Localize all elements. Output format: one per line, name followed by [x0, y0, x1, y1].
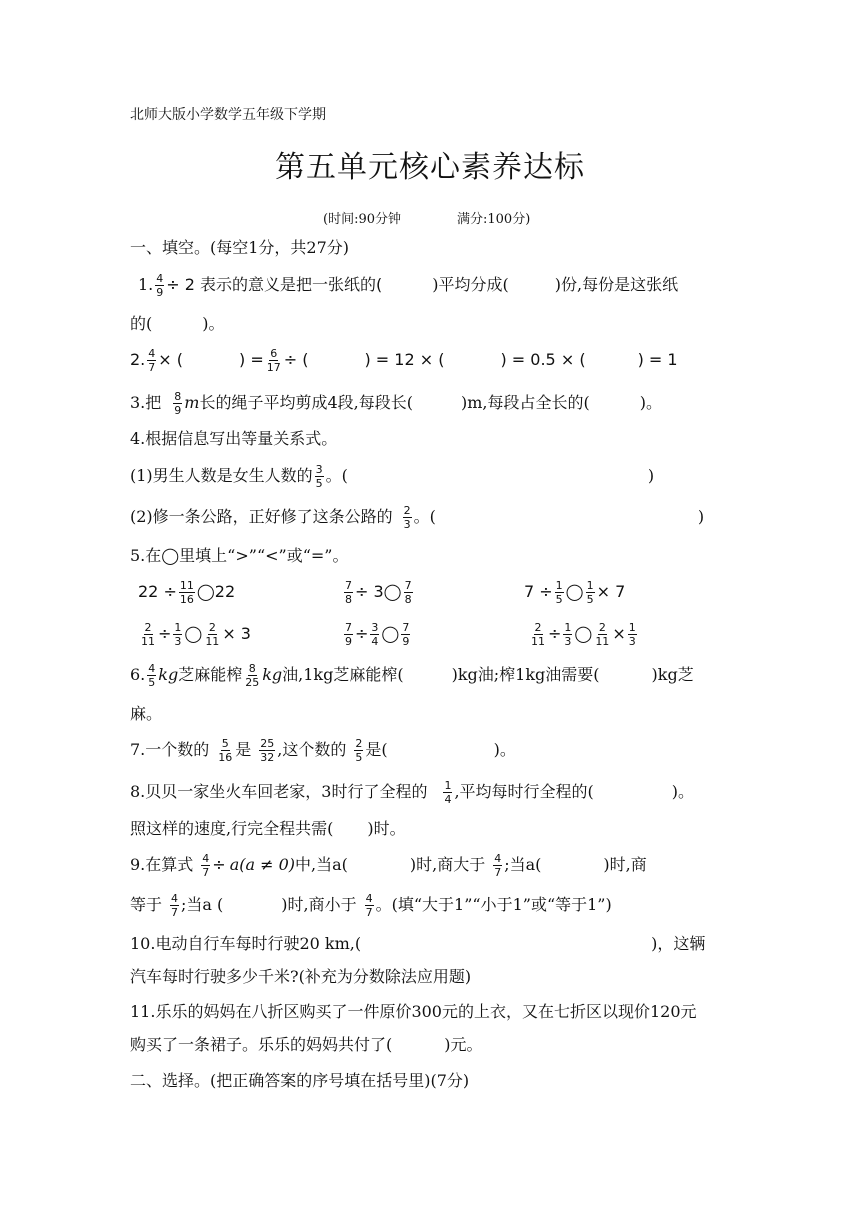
question-8-line-2	[130, 818, 406, 840]
text-fragment: (1)男生人数是女生人数的	[130, 466, 313, 485]
q1-text-2: )平均分成(	[432, 275, 509, 294]
text-fragment: 1	[174, 621, 182, 634]
text-fragment: (2)修一条公路，正好修了这条公路的	[130, 507, 393, 526]
fraction	[266, 348, 282, 373]
text-fragment: 等于	[130, 895, 163, 914]
text-fragment: 11	[205, 635, 220, 648]
text-fragment: )。	[639, 393, 662, 412]
section-1-heading: 一、填空。(每空1分，共27分)	[130, 238, 350, 257]
text-fragment: 照这样的速度,行完全程共需(	[130, 819, 334, 838]
time-limit: (时间:90分钟	[323, 212, 401, 227]
text-fragment: 。(	[325, 466, 348, 485]
text-fragment: 购买了一条裙子。乐乐的妈妈共付了(	[130, 1035, 393, 1054]
text-fragment: 8	[345, 593, 352, 606]
question-10	[130, 933, 705, 955]
text-fragment: ÷	[212, 855, 226, 874]
text-fragment: ◯22	[196, 582, 236, 601]
text-fragment: 4	[444, 793, 452, 806]
text-fragment: ÷	[158, 624, 172, 643]
text-fragment: 17	[266, 361, 281, 374]
text-fragment: 7	[345, 579, 352, 592]
fraction	[530, 622, 546, 647]
text-fragment: m	[184, 393, 200, 412]
text-fragment: 2	[355, 737, 363, 750]
text-fragment: 。(填“大于1”“小于1”或“等于1”)	[375, 895, 612, 914]
text-fragment: 7	[365, 906, 373, 919]
text-fragment: 16	[218, 751, 233, 764]
question-4-1	[130, 464, 654, 489]
compare-r1c1	[138, 580, 235, 605]
text-fragment: 11	[179, 579, 194, 592]
text-fragment: 5	[355, 751, 363, 764]
fraction	[140, 622, 156, 647]
text-fragment: × 3	[222, 624, 251, 643]
text-fragment: 5	[586, 593, 594, 606]
text-fragment: )。	[671, 782, 695, 801]
text-fragment: 4	[365, 892, 373, 905]
compare-r1c3	[524, 580, 625, 605]
text-fragment: ÷	[548, 624, 562, 643]
text-fragment: 7	[494, 866, 502, 879]
text-fragment: 10.电动自行车每时行驶20 km,(	[130, 934, 362, 953]
text-fragment: 2	[208, 621, 216, 634]
question-2	[130, 348, 678, 373]
text-fragment: 2.	[130, 350, 146, 369]
text-fragment: 5	[315, 477, 323, 490]
text-fragment: 1	[564, 621, 572, 634]
text-fragment: )	[647, 466, 655, 485]
fraction	[354, 738, 363, 763]
text-fragment: 4	[171, 892, 179, 905]
text-fragment: 1	[586, 579, 594, 592]
q1-text: ÷ 2 表示的意义是把一张纸的(	[166, 275, 383, 294]
text-fragment: ;当a (	[181, 895, 224, 914]
text-fragment: 7	[404, 579, 412, 592]
question-6-line-2: 麻。	[130, 704, 163, 723]
fraction	[493, 853, 502, 878]
text-fragment: 1	[444, 779, 452, 792]
fraction	[628, 622, 637, 647]
text-fragment: )元。	[444, 1035, 483, 1054]
question-4-2	[130, 505, 704, 530]
question-10-line-2: 汽车每时行驶多少千米?(补充为分数除法应用题)	[130, 967, 472, 986]
text-fragment: 22 ÷	[138, 582, 177, 601]
question-4: 4.根据信息写出等量关系式。	[130, 429, 338, 448]
fraction	[147, 663, 156, 688]
text-fragment: 3	[564, 635, 572, 648]
fraction	[170, 893, 179, 918]
question-1-line-2	[130, 313, 225, 335]
text-fragment: ) =	[239, 350, 264, 369]
text-fragment: 7	[345, 621, 352, 634]
fraction	[155, 273, 164, 298]
fraction	[443, 780, 452, 805]
text-fragment: 1	[628, 621, 636, 634]
fraction	[204, 622, 220, 647]
question-11: 11.乐乐的妈妈在八折区购买了一件原价300元的上衣，又在七折区以现价120元	[130, 1002, 697, 1021]
text-fragment: 中,当a(	[295, 855, 348, 874]
text-fragment: 9	[156, 286, 164, 299]
compare-r2c2	[342, 622, 412, 647]
text-fragment: 长的绳子平均剪成4段,每段长(	[199, 393, 413, 412]
section-2-heading: 二、选择。(把正确答案的序号填在括号里)(7分)	[130, 1071, 470, 1090]
text-fragment: 7	[402, 621, 410, 634]
fraction	[401, 622, 410, 647]
text-fragment: ) = 1	[637, 350, 678, 369]
text-fragment: ×	[612, 624, 626, 643]
text-fragment: ) = 12 × (	[364, 350, 445, 369]
text-fragment: 16	[179, 593, 194, 606]
series-label: 北师大版小学数学五年级下学期	[130, 107, 326, 123]
text-fragment: )时。	[367, 819, 406, 838]
text-fragment: )	[697, 507, 705, 526]
text-fragment: 4	[371, 635, 379, 648]
text-fragment: 是(	[365, 740, 388, 759]
text-fragment: )时,商大于	[409, 855, 486, 874]
text-fragment: 4	[148, 347, 156, 360]
text-fragment: 9	[402, 635, 410, 648]
question-5: 5.在◯里填上“>”“<”或“=”。	[130, 546, 349, 565]
text-fragment: 25	[260, 737, 275, 750]
fraction	[201, 853, 210, 878]
fraction	[365, 893, 374, 918]
fraction	[147, 348, 156, 373]
text-fragment: 11	[141, 635, 155, 648]
text-fragment: 32	[260, 751, 275, 764]
text-fragment: 9	[345, 635, 352, 648]
compare-r2c3	[528, 622, 639, 647]
text-fragment: ◯	[184, 624, 203, 643]
fraction	[244, 663, 260, 688]
text-fragment: 3.把	[130, 393, 162, 412]
text-fragment: 5	[555, 593, 563, 606]
page-title: 第五单元核心素养达标	[275, 150, 585, 185]
text-fragment: 8	[404, 593, 412, 606]
text-fragment: 25	[245, 676, 260, 689]
text-fragment: 6	[270, 347, 278, 360]
fraction	[315, 464, 324, 489]
text-fragment: 2	[144, 621, 152, 634]
text-fragment: kg	[262, 665, 283, 684]
text-fragment: ◯	[381, 624, 400, 643]
text-fragment: 9	[174, 404, 182, 417]
text-fragment: )m,每段占全长的(	[460, 393, 590, 412]
text-fragment: 的(	[130, 314, 153, 333]
text-fragment: 是	[235, 740, 252, 759]
text-fragment: 4	[156, 272, 164, 285]
q1-number: 1.	[138, 275, 154, 294]
text-fragment: 1	[555, 579, 563, 592]
q1-text-3: )份,每份是这张纸	[554, 275, 679, 294]
text-fragment: )kg油;榨1kg油需要(	[451, 665, 600, 684]
fraction	[563, 622, 572, 647]
text-fragment: 3	[403, 518, 411, 531]
text-fragment: )。	[493, 740, 516, 759]
fraction	[217, 738, 233, 763]
fraction	[555, 580, 564, 605]
text-fragment: 3	[174, 635, 182, 648]
fraction	[370, 622, 379, 647]
text-fragment: a(a ≠ 0)	[229, 855, 296, 874]
text-fragment: ) = 0.5 × (	[500, 350, 586, 369]
text-fragment: kg	[158, 665, 179, 684]
text-fragment: 8.贝贝一家坐火车回老家，3时行了全程的	[130, 782, 428, 801]
text-fragment: 7.一个数的	[130, 740, 210, 759]
text-fragment: ◯	[565, 582, 584, 601]
text-fragment: 芝麻能榨	[178, 665, 243, 684]
fraction	[173, 622, 182, 647]
text-fragment: 油,1kg芝麻能榨(	[282, 665, 404, 684]
compare-r2c1	[138, 622, 251, 647]
question-3	[130, 391, 662, 416]
question-9	[130, 853, 647, 878]
text-fragment: ◯	[574, 624, 593, 643]
text-fragment: )kg芝	[651, 665, 694, 684]
text-fragment: 11	[595, 635, 610, 648]
text-fragment: ÷ 3◯	[355, 582, 402, 601]
text-fragment: × 7	[596, 582, 626, 601]
fraction	[344, 580, 353, 605]
text-fragment: 2	[403, 504, 411, 517]
text-fragment: 2	[534, 621, 542, 634]
text-fragment: 9.在算式	[130, 855, 194, 874]
text-fragment: 4	[494, 852, 502, 865]
text-fragment: 8	[248, 662, 256, 675]
text-fragment: 2	[598, 621, 606, 634]
text-fragment: 11	[531, 635, 545, 648]
text-fragment: )，这辆	[651, 934, 706, 953]
question-8	[130, 780, 694, 805]
text-fragment: ÷ (	[283, 350, 309, 369]
fraction	[344, 622, 353, 647]
text-fragment: 4	[148, 662, 156, 675]
text-fragment: 。(	[413, 507, 436, 526]
text-fragment: 7	[202, 866, 210, 879]
question-6	[130, 663, 694, 688]
text-fragment: 6.	[130, 665, 146, 684]
fraction	[404, 580, 413, 605]
text-fragment: 7	[171, 906, 179, 919]
text-fragment: 4	[202, 852, 210, 865]
text-fragment: 3	[628, 635, 636, 648]
text-fragment: 5	[148, 676, 156, 689]
text-fragment: ,平均每时行全程的(	[454, 782, 594, 801]
fraction	[586, 580, 595, 605]
fraction	[173, 391, 182, 416]
text-fragment: 8	[174, 390, 182, 403]
question-9-line-2	[130, 893, 612, 918]
fraction	[403, 505, 412, 530]
text-fragment: ÷	[355, 624, 369, 643]
question-11-line-2	[130, 1034, 483, 1056]
compare-r1c2	[342, 580, 415, 605]
text-fragment: 7 ÷	[524, 582, 553, 601]
text-fragment: × (	[158, 350, 183, 369]
full-score: 满分:100分)	[457, 212, 531, 227]
text-fragment: 3	[371, 621, 379, 634]
text-fragment: 5	[221, 737, 229, 750]
text-fragment: ,这个数的	[277, 740, 347, 759]
question-7	[130, 738, 516, 763]
fraction	[259, 738, 275, 763]
text-fragment: 3	[315, 463, 323, 476]
text-fragment: )。	[202, 314, 225, 333]
text-fragment: )时,商	[603, 855, 647, 874]
text-fragment: 7	[148, 361, 156, 374]
text-fragment: ;当a(	[504, 855, 542, 874]
text-fragment: )时,商小于	[281, 895, 357, 914]
fraction	[594, 622, 610, 647]
question-1	[138, 273, 678, 298]
fraction	[179, 580, 195, 605]
